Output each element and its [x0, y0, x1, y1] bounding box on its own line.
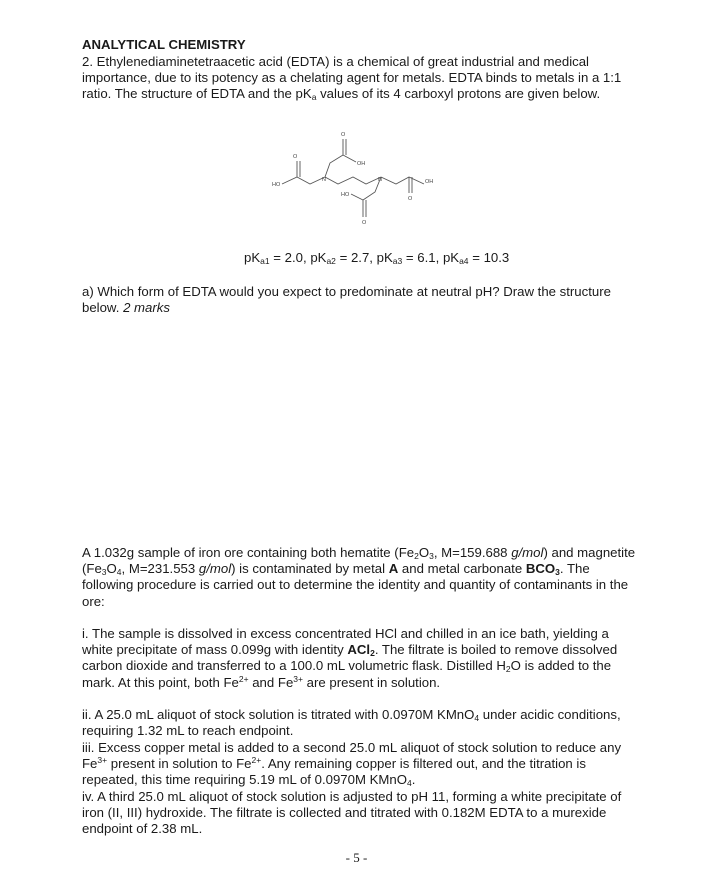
step-ii: ii. A 25.0 mL aliquot of stock solution is titrated with 0.0970M KMnO$_4$ under acidic conditions, requiring 1.32 mL to reach endpoint.	[82, 707, 621, 739]
question-a: a) Which form of EDTA would you expect to predominate at neutral pH? Draw the structure below. 2 marks	[82, 284, 611, 316]
page-number: - 5 -	[345, 850, 368, 865]
structure-label-ho-lower: HO	[341, 192, 350, 198]
step-iv: iv. A third 25.0 mL aliquot of stock solution is adjusted to pH 11, forming a white precipitate of iron (II, III) hydroxide. The filtrate is collected and titrated with 0.182M EDTA to a murexide endpoint of 2.38 mL.	[82, 789, 622, 837]
structure-label-ho-left: HO	[272, 182, 281, 188]
section-heading: ANALYTICAL CHEMISTRY	[82, 37, 246, 52]
structure-label-n-left: N	[322, 177, 326, 183]
step-i: i. The sample is dissolved in excess concentrated HCl and chilled in an ice bath, yielding a white precipitate of mass 0.099g with identity ACl$_2$. The filtrate is boiled to remove dissolved carbon dioxide and transferred to a 100.0 mL volumetric flask. Distilled $H_2O$ is added to the mark. At this point, both $Fe^{2+}$ and $Fe^{3+}$ are present in solution.	[82, 626, 618, 690]
sample-paragraph: A 1.032g sample of iron ore containing both hematite ($Fe_2O_3$, M=159.688 g/mol) and magnetite ($Fe_3O_4$, M=231.553 g/mol) is contaminated by metal A and metal carbonate $BCO_3$. The following procedure is carried out to determine the identity and quantity of contaminants in the ore:	[82, 545, 636, 609]
structure-label-oh-top: OH	[357, 161, 366, 167]
structure-label-o-right: O	[408, 196, 413, 202]
structure-label-o-top: O	[341, 132, 346, 138]
structure-label-oh-right: OH	[425, 179, 434, 185]
structure-label-o-bottom: O	[362, 220, 367, 226]
edta-structure	[262, 127, 452, 239]
intro-paragraph: 2. Ethylenediaminetetraacetic acid (EDTA) is a chemical of great industrial and medical importance, due to its potency as a chelating agent for metals. EDTA binds to metals in a 1:1 ratio. The structure of EDTA and the $pK_a$ values of its 4 carboxyl protons are given below.	[82, 54, 622, 103]
step-iii: iii. Excess copper metal is added to a second 25.0 mL aliquot of stock solution to reduce any $Fe^{3+}$ present in solution to $Fe^{2+}$. Any remaining copper is filtered out, and the titration is repeated, this time requiring 5.19 mL of 0.0970M KMnO$_4$.	[82, 740, 622, 789]
structure-label-o-left: O	[293, 154, 298, 160]
edta-structure-drawing	[262, 127, 452, 239]
pka-values: $pK_{a1} = 2.0$, $pK_{a2} = 2.7$, $pK_{a3} = 6.1$, $pK_{a4} = 10.3$	[244, 250, 510, 266]
question-a-marks: 2 marks	[123, 300, 170, 316]
structure-label-n-right: N	[378, 177, 382, 183]
